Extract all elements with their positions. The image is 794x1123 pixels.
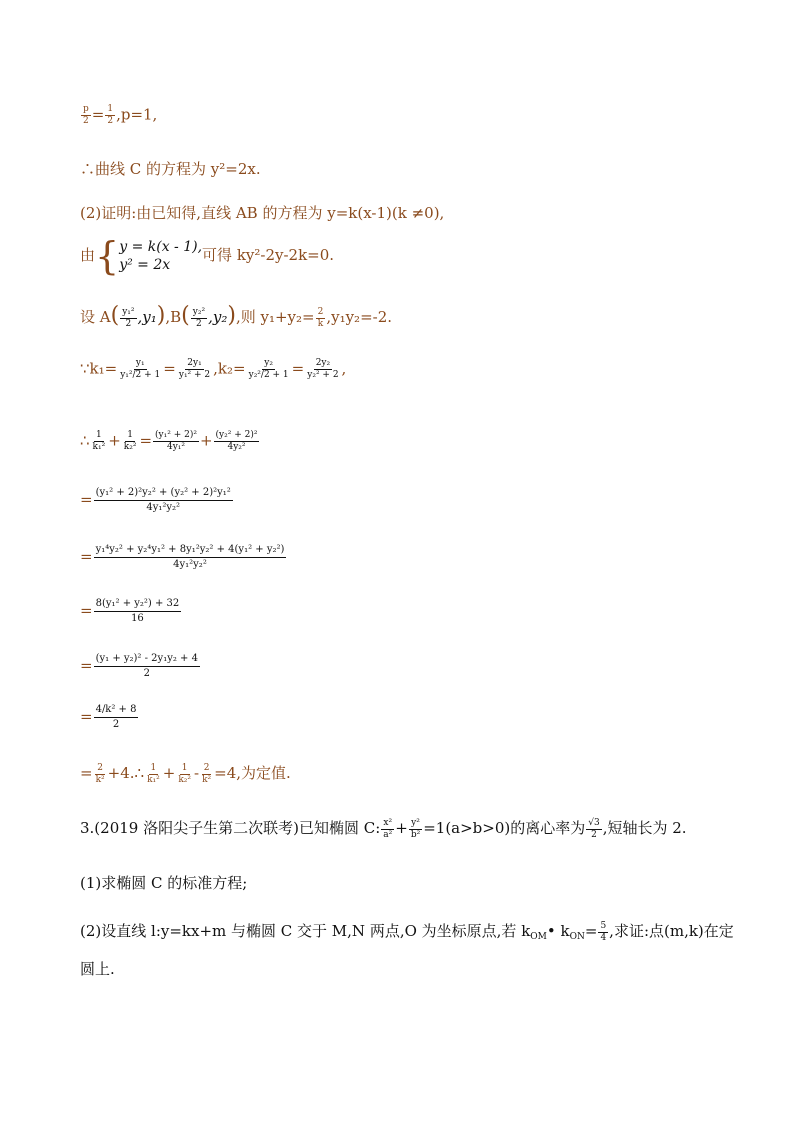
paren: ( [181,303,190,328]
denominator: k₁² [147,774,160,785]
numerator: 1 [127,430,133,440]
text: ,则 y₁+y₂= [235,308,315,326]
numerator: 1 [150,762,157,773]
numerator: 2y₁ [187,358,202,368]
fraction [191,307,207,330]
denominator: 2 [125,318,132,329]
denominator: k [317,318,324,329]
denominator: k² [95,774,105,785]
denominator: 2 [143,668,150,679]
text: 设 A [80,308,111,326]
text: 3.(2019 洛阳尖子生第二次联考)已知椭圆 C: [80,819,381,837]
numerator: (y₁² + 2)²y₂² + (y₂² + 2)²y₁² [94,486,233,501]
line-slopes [80,358,346,381]
equation-system [119,238,202,274]
text: (2)设直线 l:y=kx+m 与椭圆 C 交于 M,N 两点,O 为坐标原点,若 k [80,922,531,940]
text: = [163,359,176,378]
fraction [316,307,326,330]
fraction [94,652,200,681]
numerator: 2y₂ [315,358,331,368]
line-step-1: = $\frac{\text{(y₁² + 2)²y₂² + (y₂² + 2)²y₁²}}{\text{4y₁²y₂²}}$ [80,487,231,513]
numerator: 4/k² + 8 [94,703,139,718]
fraction [305,358,340,381]
line-reciprocal-sum [80,430,260,453]
fraction [105,104,115,127]
equation-2: y² = 2x [119,257,171,273]
text: + [395,819,408,837]
fraction [409,818,422,841]
text: ,求证:点(m,k)在定 [609,922,734,940]
paren: ) [156,303,166,328]
numerator: √3 [588,817,600,828]
fraction [153,430,199,453]
fraction [177,358,212,381]
numerator: (y₁² + 2)² [155,430,197,440]
brace: { [95,234,120,278]
numerator: 8(y₁² + y₂²) + 32 [94,597,182,612]
denominator: 2 [112,719,120,730]
line-part-2-continued: 圆上. [80,960,115,978]
fraction [381,818,394,841]
numerator: 1 [96,430,102,440]
fraction [145,763,162,786]
text: 可得 ky²-2y-2k=0. [202,246,335,264]
subscript: ON [569,932,585,942]
numerator: 2 [97,762,103,773]
line-step-3: = $\frac{\text{8(y₁² + y₂²) + 32}}{16}$ [80,598,180,624]
fraction [120,307,136,330]
text: ,y₂ [208,308,228,326]
text: ,y₁y₂=-2. [326,308,393,326]
line-proof-start: (2)证明:由已知得,直线 AB 的方程为 y=k(x-1)(k ≠0), [80,204,445,222]
line-p-equals: $\frac{p}{2}$ = $\frac{1}{2}$ ,p=1, [83,104,158,126]
fraction [94,597,182,626]
denominator: y₁²/2 + 1 [120,370,161,380]
fraction [94,703,139,732]
text: , [341,359,347,378]
denominator: y₁² + 2 [178,370,211,380]
denominator: 4y₁² [166,442,186,452]
numerator: 1 [107,104,114,114]
paren: ) [227,303,236,328]
text: =4,为定值. [214,764,291,782]
line-step-4: = $\frac{\text{(y₁ + y₂)² - 2y₁y₂ + 4}}{2}$ [80,653,198,679]
text: + [162,764,176,782]
fraction [81,104,91,127]
numerator: 1 [181,762,188,773]
text: ∴ [80,431,90,450]
fraction [94,763,107,786]
text: ,y₁ [137,308,157,326]
denominator: 2 [196,318,202,329]
denominator: 4 [600,932,607,943]
numerator: p [83,104,89,114]
numerator: y₂² [192,306,206,317]
numerator: x² [383,817,393,828]
text: + [108,431,121,450]
denominator: b² [410,829,421,840]
text: ,p=1, [116,105,158,124]
numerator: y₁ [135,358,145,368]
denominator: 4y₂² [227,442,246,452]
numerator: 5 [600,920,607,931]
line-system [80,234,335,278]
line-part-1: (1)求椭圆 C 的标准方程; [80,874,248,892]
line-part-2 [80,920,734,944]
numerator: y₂ [264,358,273,368]
line-conclusion [80,762,291,786]
text: + [199,431,213,450]
denominator: 16 [131,613,144,624]
text: =1(a>b>0)的离心率为 [423,819,586,837]
numerator: (y₂² + 2)² [215,430,258,440]
denominator: 4y₁²y₂² [146,502,181,513]
text: • k [546,922,570,940]
fraction [122,430,139,453]
fraction [247,358,291,381]
text: = [584,922,598,940]
denominator: k₂² [123,442,137,452]
denominator: k₂² [178,774,191,785]
fraction [118,358,162,381]
line-curve-equation: ∴曲线 C 的方程为 y²=2x. [80,160,261,178]
line-step-2: = $\frac{\text{y₁⁴y₂² + y₂⁴y₁² + 8y₁²y₂² + 4(y₁² + y₂²)}}{\text{4y₁²y₂²}}$ [80,544,285,570]
denominator: 2 [107,116,114,126]
text: +4.∴ [107,764,145,782]
paren: ( [110,303,120,328]
fraction [200,763,213,786]
text: - [194,764,200,782]
text: = [291,359,305,378]
text: ∵k₁= [80,359,118,378]
denominator: y₂² + 2 [307,370,339,380]
line-points [80,303,392,330]
denominator: y₂²/2 + 1 [248,370,289,380]
line-step-5: = $\frac{\text{4/k² + 8}}{2}$ [80,704,137,730]
fraction [214,430,260,453]
numerator: 2 [317,306,324,317]
text: ,k₂= [213,359,246,378]
subscript: OM [530,932,547,942]
numerator: 2 [203,762,210,773]
equation-1: y = k(x - 1), [119,239,203,255]
text: = [80,764,93,782]
line-problem-3 [80,817,687,841]
fraction [94,486,233,515]
denominator: 4y₁²y₂² [173,559,207,570]
denominator: k₁² [92,442,106,452]
text: ,短轴长为 2. [602,819,687,837]
numerator: (y₁ + y₂)² - 2y₁y₂ + 4 [94,652,200,667]
numerator: y₁² [122,306,135,317]
denominator: a² [383,829,393,840]
fraction [91,430,108,453]
denominator: 2 [591,829,597,840]
text: 由 [80,246,96,264]
fraction [94,543,287,572]
numerator: y² [411,817,420,828]
text: = [139,431,153,450]
denominator: k² [202,774,212,785]
text: ,B [165,308,182,326]
fraction [598,921,608,944]
fraction [176,763,193,786]
denominator: 2 [83,116,89,126]
numerator: y₁⁴y₂² + y₂⁴y₁² + 8y₁²y₂² + 4(y₁² + y₂²) [94,543,287,558]
fraction [586,818,601,841]
